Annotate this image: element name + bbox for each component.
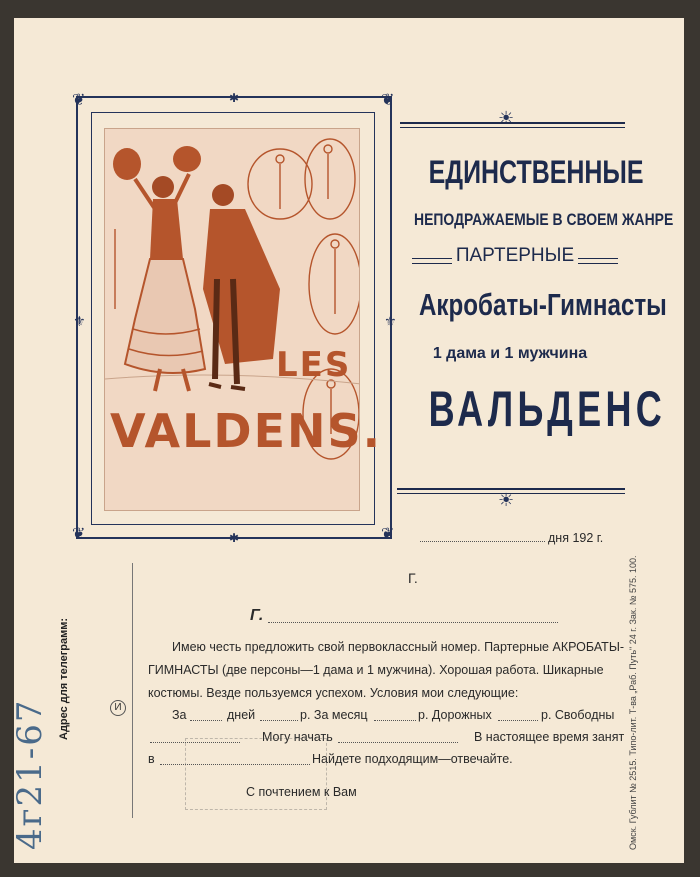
header-line-parterre: ПАРТЕРНЫЕ <box>455 245 575 266</box>
circle-mark: И <box>110 700 126 716</box>
date-suffix: дня 192 г. <box>548 531 604 545</box>
illustration-valdens-text: VALDENS. <box>110 404 383 458</box>
sunburst-ornament-icon: ☀ <box>498 108 515 129</box>
telegram-address-label: Адрес для телеграмм: <box>58 617 70 740</box>
days-count-blank[interactable] <box>190 720 222 721</box>
star-ornament-icon: ✱ <box>229 91 240 105</box>
currently-busy-label: В настоящее время занят <box>474 730 625 744</box>
letter-line-3: костюмы. Везде пользуемся успехом. Условия мои следующие: <box>148 686 519 700</box>
header-line-unique: ЕДИНСТВЕННЫЕ <box>428 154 644 190</box>
terms-month: р. За месяц <box>300 708 368 722</box>
side-ornament-icon: ⚜ <box>384 314 397 330</box>
can-start-label: Могу начать <box>262 730 333 744</box>
month-rate-blank[interactable] <box>374 720 416 721</box>
reply-request: Найдете подходящим—отвечайте. <box>312 752 513 766</box>
top-rule <box>400 122 625 124</box>
terms-for: За <box>172 708 187 722</box>
closing-line: С почтением к Вам <box>246 785 357 799</box>
sunburst-ornament-icon: ☀ <box>498 490 515 511</box>
city-mark: Г. <box>408 570 418 586</box>
addressee-blank[interactable] <box>268 622 558 623</box>
terms-travel: р. Дорожных <box>418 708 492 722</box>
header-line-inimitable: НЕПОДРАЖАЕМЫЕ В СВОЕМ ЖАНРЕ <box>414 210 674 229</box>
travel-blank[interactable] <box>498 720 538 721</box>
letter-line-1: Имею честь предложить свой первоклассный номер. Партерные АКРОБАТЫ- <box>172 640 625 654</box>
faded-stamp <box>185 738 327 810</box>
header-line-valdens: ВАЛЬДЕНС <box>428 381 667 437</box>
addressee-mark: Г. <box>250 607 264 624</box>
illustration-les-text: LES <box>276 345 352 385</box>
printer-imprint: Омск. Гублит № 2515. Типо-лит. Т-ва „Раб. Путь" 24 г. Зак. № 575. 100. <box>628 555 638 850</box>
header-line-persons: 1 дама и 1 мужчина <box>432 345 588 362</box>
start-date-blank[interactable] <box>338 742 458 743</box>
star-ornament-icon: ✱ <box>229 531 240 545</box>
header-line-acrobats: Акробаты-Гимнасты <box>418 287 667 322</box>
terms-free: р. Свободны <box>541 708 615 722</box>
side-ornament-icon: ⚜ <box>73 314 86 330</box>
letter-divider <box>132 563 133 818</box>
handwritten-number: 4г21-67 <box>10 698 50 850</box>
date-blank[interactable] <box>420 541 545 542</box>
corner-ornament-icon: ❦ <box>381 90 395 109</box>
top-rule-thin <box>400 127 625 128</box>
corner-ornament-icon: ❦ <box>72 524 86 543</box>
terms-days: дней <box>227 708 256 722</box>
day-rate-blank[interactable] <box>260 720 298 721</box>
corner-ornament-icon: ❦ <box>381 524 395 543</box>
letter-line-2: ГИМНАСТЫ (две персоны—1 дама и 1 мужчина). Хорошая работа. Шикарные <box>148 663 604 677</box>
corner-ornament-icon: ❦ <box>72 90 86 109</box>
location-prefix: в <box>148 752 155 766</box>
